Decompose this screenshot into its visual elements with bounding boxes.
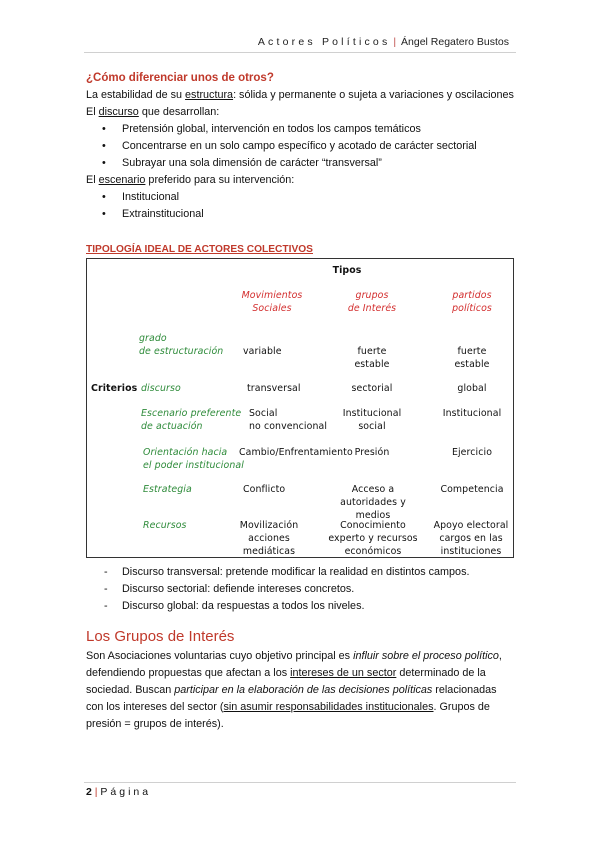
- list-item-text: Discurso transversal: pretende modificar la realidad en distintos campos.: [122, 566, 470, 578]
- cell-line: estable: [354, 359, 390, 370]
- underlined-term: escenario: [98, 174, 146, 186]
- criterion-label: [141, 407, 241, 433]
- list-item: [102, 190, 180, 205]
- dash-icon: -: [104, 583, 108, 595]
- cell-line: fuerte: [457, 346, 487, 357]
- text: Son Asociaciones voluntarias cuyo objetivo principal es: [86, 650, 354, 662]
- list-item: [102, 156, 382, 171]
- column-header: [227, 289, 317, 315]
- list-item-text: Discurso global: da respuestas a todos los niveles.: [122, 600, 365, 612]
- cell-line: instituciones: [440, 546, 502, 557]
- table-cell: [323, 519, 423, 558]
- header-line: de Interés: [347, 303, 397, 314]
- header-author: Ángel Regatero Bustos: [401, 36, 509, 48]
- underlined-term: sin asumir responsabilidades institucionales: [223, 701, 434, 713]
- bullet-icon: •: [102, 140, 106, 152]
- list-item: [102, 207, 204, 222]
- text: , defendiendo propuestas que afectan a los: [86, 650, 502, 679]
- section-heading-diferenciar: ¿Cómo diferenciar unos de otros?: [86, 72, 274, 84]
- table-cell: [432, 345, 512, 371]
- dash-icon: -: [104, 600, 108, 612]
- header-line: partidos: [452, 290, 492, 301]
- underlined-term: intereses de un sector: [290, 667, 397, 679]
- footer-separator: |: [94, 786, 98, 798]
- list-item: [104, 582, 355, 597]
- header-title: Actores Políticos: [257, 36, 391, 48]
- estructura-line: [86, 88, 514, 103]
- header-line: Sociales: [252, 303, 292, 314]
- criterion-line: Escenario preferente: [141, 408, 242, 419]
- cell-line: autoridades y medios: [340, 497, 406, 521]
- criterion-label: Recursos: [143, 520, 187, 531]
- list-item-text: Discurso sectorial: defiende intereses concretos.: [122, 583, 355, 595]
- list-item-text: Concentrarse en un solo campo específico y acotado de carácter sectorial: [122, 140, 477, 152]
- criterion-line: de estructuración: [139, 346, 224, 357]
- text: El: [86, 174, 99, 186]
- underlined-term: discurso: [98, 106, 139, 118]
- cell-line: económicos: [344, 546, 402, 557]
- underlined-term: estructura: [185, 89, 234, 101]
- list-item: [104, 565, 470, 580]
- bullet-icon: •: [102, 157, 106, 169]
- text: El: [86, 106, 99, 118]
- discurso-line: [86, 105, 219, 120]
- text: relacionadas con los intereses del sector (: [86, 684, 497, 713]
- table-cell: [243, 345, 282, 358]
- header-line: políticos: [452, 303, 492, 314]
- criterios-label: Criterios: [91, 383, 138, 394]
- list-item: [102, 122, 421, 137]
- table-cell: Competencia: [440, 484, 504, 495]
- cell-line: acciones: [248, 533, 290, 544]
- text: determinado de la sociedad. Buscan: [86, 667, 486, 696]
- list-item-text: Extrainstitucional: [122, 208, 204, 220]
- text: La estabilidad de su: [86, 89, 186, 101]
- italic-text: influir sobre el proceso político: [353, 650, 499, 662]
- bullet-icon: •: [102, 208, 106, 220]
- list-item: [104, 599, 365, 614]
- running-header: [258, 36, 509, 48]
- header-rule: [84, 52, 516, 53]
- page-number: 2: [86, 786, 92, 798]
- header-separator: |: [393, 36, 397, 48]
- escenario-line: [86, 173, 294, 188]
- table-cell: sectorial: [351, 383, 393, 394]
- table-cell: [325, 483, 421, 522]
- cell-line: Acceso a: [351, 484, 395, 495]
- bullet-icon: •: [102, 191, 106, 203]
- cell-line: Institucional: [342, 408, 402, 419]
- cell-line: fuerte: [357, 346, 387, 357]
- column-header: [332, 289, 412, 315]
- footer-rule: [84, 782, 516, 783]
- criterion-line: Orientación hacia: [143, 447, 228, 458]
- table-cell: [221, 519, 317, 558]
- page-label: Página: [100, 786, 152, 798]
- criterion-line: grado: [139, 333, 167, 344]
- criterion-label: [139, 332, 223, 358]
- cell-line: Social: [249, 408, 278, 419]
- list-item-text: Institucional: [122, 191, 180, 203]
- cell-line: mediáticas: [242, 546, 296, 557]
- header-line: grupos: [355, 290, 389, 301]
- cell-line: Conocimiento: [340, 520, 406, 531]
- table-cell: transversal: [247, 383, 301, 394]
- text: preferido para su intervención:: [145, 174, 295, 186]
- criterion-line: el poder institucional: [143, 460, 244, 471]
- table-title: TIPOLOGÍA IDEAL DE ACTORES COLECTIVOS: [86, 244, 313, 255]
- list-item-text: Subrayar una sola dimensión de carácter “transversal”: [122, 157, 382, 169]
- cell-line: cargos en las: [439, 533, 503, 544]
- cell-line: Movilización: [239, 520, 299, 531]
- cell-line: variable: [243, 346, 282, 357]
- column-header: [432, 289, 512, 315]
- cell-line: estable: [454, 359, 490, 370]
- cell-line: social: [358, 421, 386, 432]
- cell-line: Institucional: [442, 408, 502, 419]
- page-footer: [86, 786, 151, 798]
- bullet-icon: •: [102, 123, 106, 135]
- tipos-label: Tipos: [332, 265, 362, 276]
- table-cell: Cambio/Enfrentamiento: [239, 447, 353, 458]
- cell-line: Apoyo electoral: [433, 520, 509, 531]
- header-line: Movimientos: [241, 290, 303, 301]
- table-cell: [332, 407, 412, 433]
- table-cell: [427, 519, 515, 558]
- table-cell: [332, 345, 412, 371]
- table-cell: Conflicto: [243, 484, 286, 495]
- grupos-paragraph: [86, 648, 516, 733]
- section-heading-grupos: Los Grupos de Interés: [86, 628, 235, 645]
- table-cell: Ejercicio: [451, 447, 493, 458]
- criterion-line: de actuación: [141, 421, 203, 432]
- text: que desarrollan:: [138, 106, 220, 118]
- dash-icon: -: [104, 566, 108, 578]
- text: . Grupos de presión = grupos de interés).: [86, 701, 490, 730]
- list-item: [102, 139, 477, 154]
- list-item-text: Pretensión global, intervención en todos los campos temáticos: [122, 123, 421, 135]
- table-cell: [432, 407, 512, 420]
- typology-table: [86, 258, 514, 558]
- table-cell: [249, 407, 327, 433]
- text: : sólida y permanente o sujeta a variaciones y oscilaciones: [233, 89, 514, 101]
- cell-line: no convencional: [249, 421, 328, 432]
- cell-line: experto y recursos: [328, 533, 418, 544]
- criterion-label: [143, 446, 244, 472]
- italic-text: participar en la elaboración de las decisiones políticas: [174, 684, 433, 696]
- table-cell: global: [457, 383, 487, 394]
- criterion-label: Estrategia: [143, 484, 192, 495]
- criterion-label: discurso: [141, 383, 181, 394]
- table-cell: Presión: [354, 447, 390, 458]
